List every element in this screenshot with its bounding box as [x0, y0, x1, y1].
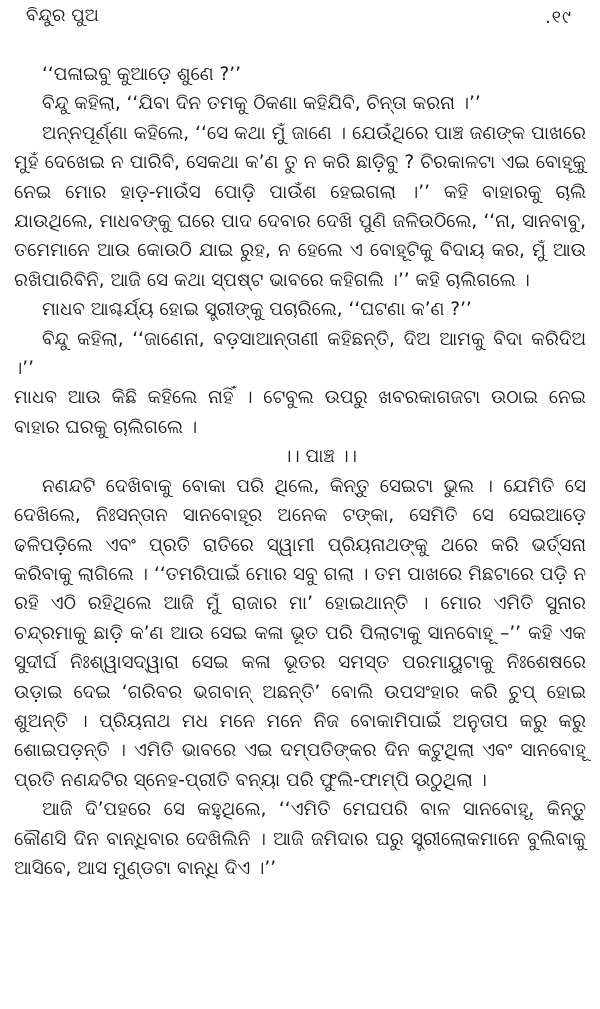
paragraph: ବିନ୍ଦୁ କହିଲା, ‘‘ଜାଣେନା, ବଡ଼ସାଆନ୍ତାଣୀ କହିଛନ୍ତି, ଦିଅ ଆମକୁ ବିଦା କରିଦିଅ ।’’: [14, 328, 586, 380]
page-number: .୧୯: [544, 7, 572, 28]
chapter-heading: ।। ପାଞ୍ଚ ।।: [283, 446, 357, 468]
paragraph: ‘‘ପଳାଇବୁ କୁଆଡ଼େ ଶୁଣେ ?’’: [42, 64, 241, 85]
book-title: ବିନ୍ଦୁର ପୁଅ: [26, 5, 99, 26]
paragraph: ମାଧବ ଆଶ୍ଚର୍ଯ୍ୟ ହୋଇ ସ୍ତ୍ରୀଙ୍କୁ ପଚାରିଲେ, ‘‘ଘଟଣା କ’ଣ ?’’: [42, 299, 472, 321]
paragraph: ନଣନ୍ଦଟି ଦେଖିବାକୁ ବୋକା ପରି ଥିଲେ, କିନ୍ତୁ ସେଇଟା ଭୁଲ । ଯେମିତି ସେ ଦେଖିଲେ, ନିଃସନ୍ତାନ ସାନବୋହୂର ଅନେକ ଟଙ୍କା, ସେମିତି ସେ ସେଇଆଡ଼େ ଢଳିପଡ଼ିଲେ ଏବଂ ପ୍ରତି ରାତିରେ ସ୍ୱାମୀ ପ୍ରିୟନାଥଙ୍କୁ ଥରେ କରି ଭର୍ତ୍ସନା କରିବାକୁ ଲାଗିଲେ । ‘‘ତମରିପାଇଁ ମୋର ସବୁ ଗଲା । ତମ ପାଖରେ ମିଛଟାରେ ପଡ଼ି ନ ରହି ଏଠି ରହିଥିଲେ ଆଜି ମୁଁ ରାଜାର ମା’ ହୋଇଥାନ୍ତି । ମୋର ଏମିତି ସୁନାର ଚନ୍ଦ୍ରମାକୁ ଛାଡ଼ି କ’ଣ ଆଉ ସେଇ କଳା ଭୂତ ପରି ପିଲାଟାକୁ ସାନବୋହୂ –’’ କହି ଏକ ସୁଦୀର୍ଘ ନିଃଶ୍ୱାସଦ୍ୱାରା ସେଇ କଳା ଭୂତର ସମସ୍ତ ପରମାୟୁଟାକୁ ନିଃଶେଷରେ ଉଡ଼ାଇ ଦେଇ ‘ଗରିବର ଭଗବାନ୍ ଅଛନ୍ତି’ ବୋଲି ଉପସଂହାର କରି ଚୁପ୍ ହୋଇ ଶୁଅନ୍ତି । ପ୍ରିୟନାଥ ମଧ ମନେ ମନେ ନିଜ ବୋକାମିପାଇଁ ଅନୁତାପ କରୁ କରୁ ଶୋଇପଡ଼ନ୍ତି । ଏମିତି ଭାବରେ ଏଇ ଦମ୍ପତିଙ୍କର ଦିନ କଟୁଥିଲା ଏବଂ ସାନବୋହୂ ପ୍ରତି ନଣନ୍ଦଟିର ସ୍ନେହ-ପ୍ରୀତି ବନ୍ୟା ପରି ଫୁଲି-ଫାମ୍ପି ଉଠୁଥିଲା ।: [14, 475, 586, 791]
paragraph: ଅନ୍ନପୂର୍ଣ୍ଣା କହିଲେ, ‘‘ସେ କଥା ମୁଁ ଜାଣେ । ଯେଉଁଥିରେ ପାଞ୍ଚ ଜଣଙ୍କ ପାଖରେ ମୁହଁ ଦେଖେଇ ନ ପାରିବି, ସେକଥା କ’ଣ ତୁ ନ କରି ଛାଡ଼ିବୁ ? ଚିରକାଳଟା ଏଇ ବୋହୂକୁ ନେଇ ମୋର ହାଡ଼-ମାଉଁସ ପୋଡ଼ି ପାଉଁଶ ହେଇଗଲା ।’’ କହି ବାହାରକୁ ଚାଲି ଯାଉଥିଲେ, ମାଧବଙ୍କୁ ଘରେ ପାଦ ଦେବାର ଦେଖି ପୁଣି ଜଳିଉଠିଲେ, ‘‘ନା, ସାନବାବୁ, ତମେମାନେ ଆଉ କୋଉଠି ଯାଇ ରୁହ, ନ ହେଲେ ଏ ବୋହୂଟିକୁ ବିଦାୟ କର, ମୁଁ ଆଉ ରଖିପାରିବିନି, ଆଜି ସେ କଥା ସ୍ପଷ୍ଟ ଭାବରେ କହିଗଲି ।’’ କହି ଚାଲିଗଲେ ।: [14, 122, 586, 291]
paragraph: ମାଧବ ଆଉ କିଛି କହିଲେ ନାହିଁ । ଟେବୁଲ ଉପରୁ ଖବରକାଗଜଟା ଉଠାଇ ନେଇ ବାହାର ଘରକୁ ଚାଲିଗଲେ ।: [14, 387, 586, 438]
paragraph: ଆଜି ଦି’ପହରେ ସେ କହୁଥିଲେ, ‘‘ଏମିତି ମେଘପରି ବାଳ ସାନବୋହୂ, କିନ୍ତୁ କୌଣସି ଦିନ ବାନ୍ଧିବାର ଦେଖିଲିନି । ଆଜି ଜମିଦାର ଘରୁ ସ୍ତ୍ରୀଲୋକମାନେ ବୁଲିବାକୁ ଆସିବେ, ଆସ ମୁଣ୍ଡଟା ବାନ୍ଧି ଦିଏ ।’’: [14, 799, 586, 879]
running-header: [14, 0, 586, 40]
paragraph: ବିନ୍ଦୁ କହିଲା, ‘‘ଯିବା ଦିନ ତମକୁ ଠିକଣା କହିଯିବି, ଚିନ୍ତା କରନା ।’’: [42, 93, 481, 115]
body-text: [14, 60, 586, 883]
